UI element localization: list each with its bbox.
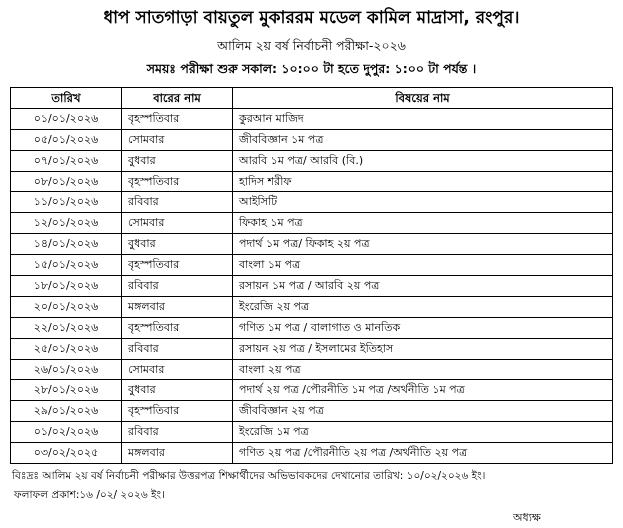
cell-date: ২৯/০১/২০২৬: [11, 401, 122, 422]
cell-date: ২৫/০১/২০২৬: [11, 338, 122, 359]
cell-date: ০৭/০১/২০২৬: [11, 150, 122, 171]
table-row: [11, 422, 613, 443]
cell-date: ২৮/০১/২০২৬: [11, 380, 122, 401]
cell-subject: বাংলা ২য় পত্র: [233, 359, 613, 380]
cell-subject: রসায়ন ১ম পত্র / আরবি ২য় পত্র: [233, 276, 613, 297]
table-header-row: [11, 88, 613, 109]
cell-day: বুধবার: [122, 150, 233, 171]
cell-date: ০১/০১/২০২৬: [11, 108, 122, 129]
cell-date: ১৮/০১/২০২৬: [11, 276, 122, 297]
table-row: [11, 129, 613, 150]
cell-subject: জীববিজ্ঞান ২য় পত্র: [233, 401, 613, 422]
table-row: [11, 296, 613, 317]
cell-day: মঙ্গলবার: [122, 443, 233, 464]
cell-day: সোমবার: [122, 359, 233, 380]
cell-day: রবিবার: [122, 338, 233, 359]
cell-day: মঙ্গলবার: [122, 296, 233, 317]
cell-subject: গণিত ২য় পত্র /পৌরনীতি ২য় পত্র /অর্থনীতি ২য় পত্র: [233, 443, 613, 464]
table-row: [11, 234, 613, 255]
cell-day: রবিবার: [122, 192, 233, 213]
exam-title: আলিম ২য় বর্ষ নির্বাচনী পরীক্ষা-২০২৬: [217, 38, 406, 53]
cell-day: সোমবার: [122, 129, 233, 150]
cell-subject: পদার্থ ২য় পত্র /পৌরনীতি ১ম পত্র /অর্থনীতি ১ম পত্র: [233, 380, 613, 401]
cell-date: ১৫/০১/২০২৬: [11, 255, 122, 276]
cell-date: ০৩/০২/২০২৫: [11, 443, 122, 464]
table-row: [11, 401, 613, 422]
column-header-day: বারের নাম: [122, 88, 233, 109]
institution-title: ধাপ সাতগাড়া বায়তুল মুকাররম মডেল কামিল মাদ্রাসা, রংপুর।: [103, 8, 520, 28]
cell-subject: রসায়ন ২য় পত্র / ইসলামের ইতিহাস: [233, 338, 613, 359]
table-row: [11, 150, 613, 171]
cell-date: ২২/০১/২০২৬: [11, 317, 122, 338]
footer-note: বিঃদ্রঃ আলিম ২য় বর্ষ নির্বাচনী পরীক্ষার উত্তরপত্র শিক্ষার্থীদের অভিভাবকদের দেখানোর তারিখ: ১০/০২/২০২৬ ইং।: [12, 470, 486, 482]
cell-subject: ইংরেজি ২য় পত্র: [233, 296, 613, 317]
cell-date: ১২/০১/২০২৬: [11, 213, 122, 234]
table-row: [11, 359, 613, 380]
column-header-subject: বিষয়ের নাম: [233, 88, 613, 109]
cell-date: ২০/০১/২০২৬: [11, 296, 122, 317]
cell-date: ০৫/০১/২০২৬: [11, 129, 122, 150]
cell-day: বৃহস্পতিবার: [122, 401, 233, 422]
table-row: [11, 213, 613, 234]
result-publication-date: ফলাফল প্রকাশ:১৬ /০২/ ২০২৬ ইং।: [14, 489, 165, 501]
cell-date: ১৪/০১/২০২৬: [11, 234, 122, 255]
table-row: [11, 171, 613, 192]
cell-date: ০৮/০১/২০২৬: [11, 171, 122, 192]
table-row: [11, 443, 613, 464]
exam-schedule-table: [10, 87, 613, 464]
cell-subject: আইসিটি: [233, 192, 613, 213]
table-row: [11, 380, 613, 401]
exam-timing: সময়ঃ পরীক্ষা শুরু সকাল: ১০:০০ টা হতে দুপুর: ১:০০ টা পর্যন্ত ।: [146, 61, 477, 76]
cell-subject: বাংলা ১ম পত্র: [233, 255, 613, 276]
cell-subject: ফিকাহ ১ম পত্র: [233, 213, 613, 234]
cell-subject: ইংরেজি ১ম পত্র: [233, 422, 613, 443]
cell-subject: আরবি ১ম পত্র/ আরবি (বি.): [233, 150, 613, 171]
cell-day: বৃহস্পতিবার: [122, 171, 233, 192]
cell-subject: জীববিজ্ঞান ১ম পত্র: [233, 129, 613, 150]
cell-day: বৃহস্পতিবার: [122, 255, 233, 276]
cell-day: বৃহস্পতিবার: [122, 108, 233, 129]
cell-date: ২৬/০১/২০২৬: [11, 359, 122, 380]
cell-day: রবিবার: [122, 276, 233, 297]
cell-subject: কুরআন মাজিদ: [233, 108, 613, 129]
column-header-date: তারিখ: [11, 88, 122, 109]
table-row: [11, 192, 613, 213]
cell-day: বুধবার: [122, 380, 233, 401]
principal-signature: অধ্যক্ষ: [513, 511, 541, 524]
table-row: [11, 338, 613, 359]
cell-day: বুধবার: [122, 234, 233, 255]
table-row: [11, 255, 613, 276]
cell-day: রবিবার: [122, 422, 233, 443]
table-row: [11, 276, 613, 297]
cell-subject: হাদিস শরীফ: [233, 171, 613, 192]
cell-subject: গণিত ১ম পত্র / বালাগাত ও মানতিক: [233, 317, 613, 338]
table-row: [11, 317, 613, 338]
cell-day: বৃহস্পতিবার: [122, 317, 233, 338]
table-row: [11, 108, 613, 129]
cell-subject: পদার্থ ১ম পত্র/ ফিকাহ ২য় পত্র: [233, 234, 613, 255]
cell-day: সোমবার: [122, 213, 233, 234]
cell-date: ১১/০১/২০২৬: [11, 192, 122, 213]
cell-date: ০১/০২/২০২৬: [11, 422, 122, 443]
